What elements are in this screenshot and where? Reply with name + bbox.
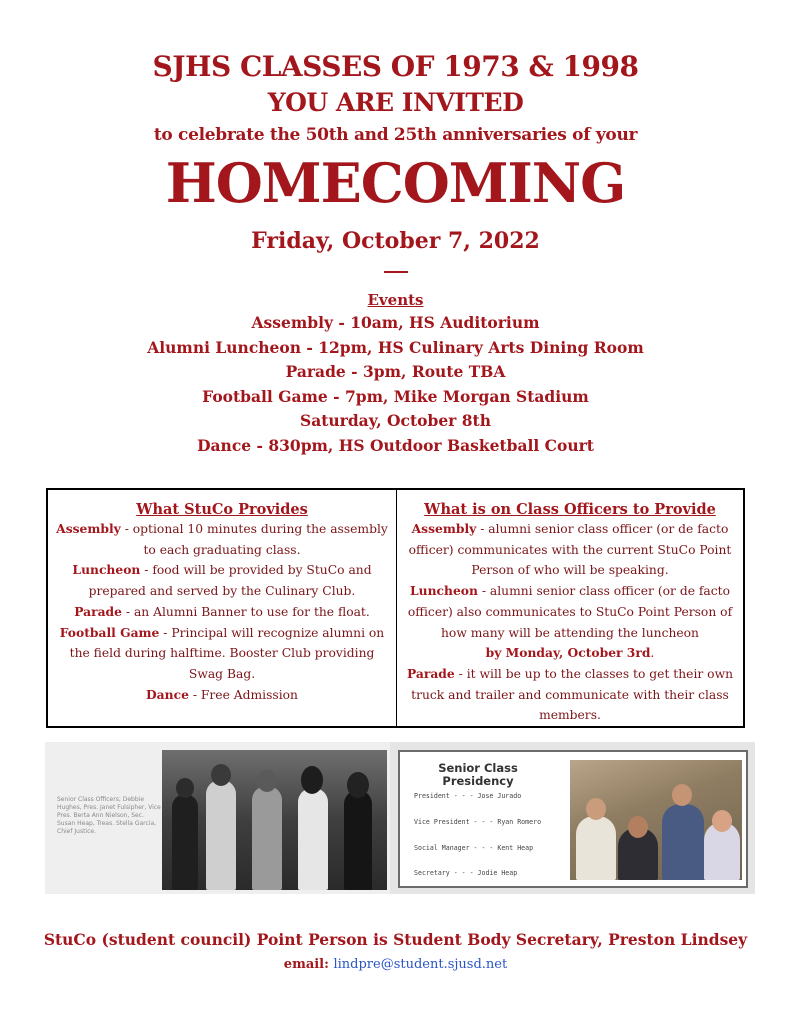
events-title: Events	[367, 291, 424, 309]
events-list	[0, 289, 791, 458]
roster-row: Social Manager - - - Kent Heap	[414, 844, 534, 852]
photo-1998	[390, 742, 755, 894]
stuco-title: What StuCo Provides	[136, 501, 308, 518]
stuco-item: Parade - an Alumni Banner to use for the float.	[74, 603, 370, 619]
responsibilities-table	[46, 488, 745, 728]
divider	[384, 271, 408, 273]
yearbook-photos	[45, 742, 755, 894]
event-item: Dance - 830pm, HS Outdoor Basketball Court	[197, 435, 594, 455]
point-person: StuCo (student council) Point Person is Student Body Secretary, Preston Lindsey	[43, 930, 748, 949]
stuco-item: Dance - Free Admission	[146, 686, 298, 702]
email-line	[0, 957, 791, 972]
headline-celebrate: to celebrate the 50th and 25th anniversaries of your	[153, 125, 638, 145]
email-link[interactable]: lindpre@student.sjusd.net	[333, 957, 508, 972]
event-item: Alumni Luncheon - 12pm, HS Culinary Arts Dining Room	[147, 337, 644, 357]
stuco-item: Assembly - optional 10 minutes during the assembly to each graduating class.	[56, 521, 388, 557]
photo-1998-panel	[398, 750, 748, 888]
event-date: Friday, October 7, 2022	[251, 228, 540, 254]
photo-1998-title: Senior Class Presidency	[438, 761, 518, 788]
headline-invited: YOU ARE INVITED	[267, 88, 524, 117]
roster-row: Secretary - - - Jodie Heap	[414, 869, 518, 877]
event-item: Assembly - 10am, HS Auditorium	[251, 313, 540, 332]
roster-row: Vice President - - - Ryan Romero	[414, 818, 542, 826]
email-label: email:	[283, 957, 334, 972]
stuco-item: Football Game - Principal will recognize alumni on the field during halftime. Booster Club providing Swag Bag.	[59, 624, 385, 681]
photo-1973	[45, 742, 390, 894]
officers-item: Assembly - alumni senior class officer (or de facto officer) communicates with the current StuCo Point Person of who will be speaking.	[408, 521, 732, 578]
headline-homecoming: HOMECOMING	[165, 151, 626, 215]
officers-title: What is on Class Officers to Provide	[424, 501, 716, 518]
officers-item: Parade - it will be up to the classes to get their own truck and trailer and communicate with their class members.	[406, 665, 734, 723]
photo-1998-image	[570, 760, 742, 880]
officers-column	[397, 490, 743, 726]
headline-classes: SJHS CLASSES OF 1973 & 1998	[152, 50, 639, 83]
photo-1973-image	[162, 750, 387, 890]
event-item: Parade - 3pm, Route TBA	[285, 362, 506, 381]
stuco-item: Luncheon - food will be provided by StuCo and prepared and served by the Culinary Club.	[72, 562, 372, 599]
roster-row: President - - - Jose Jurado	[414, 792, 522, 800]
event-item: Saturday, October 8th	[300, 411, 491, 430]
photo-1973-caption: Senior Class Officers; Debbie Hughes, Pres. Janet Fulsipher, Vice Pres. Berta Ann Nielson, Sec. Susan Heap, Treas. Stella Garcia, Chief Justice.	[57, 796, 161, 835]
event-item: Football Game - 7pm, Mike Morgan Stadium	[202, 386, 589, 406]
stuco-column	[48, 490, 397, 726]
officers-item: Luncheon - alumni senior class officer (or de facto officer) also communicates to StuCo Point Person of how many will be attending the luncheon by Monday, October 3rd.	[407, 583, 733, 661]
